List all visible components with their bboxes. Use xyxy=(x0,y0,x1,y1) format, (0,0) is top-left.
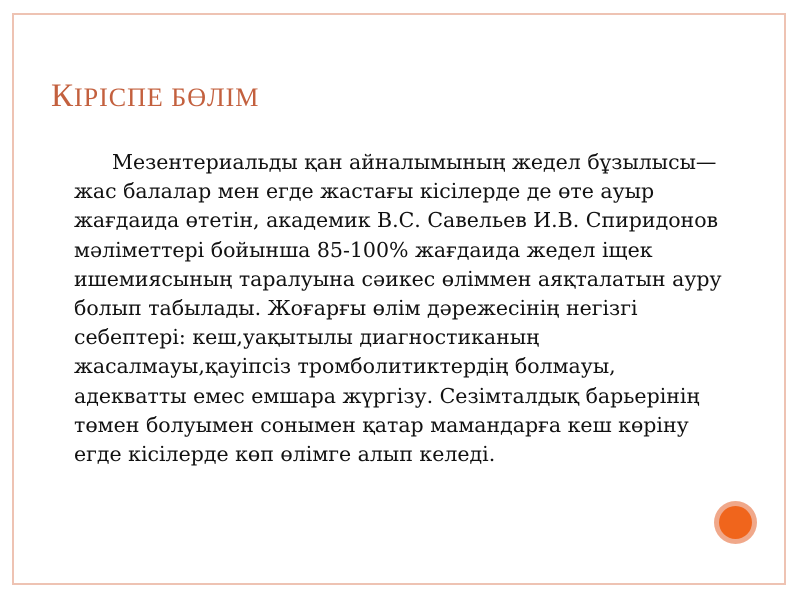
decorative-circle-icon xyxy=(719,506,752,539)
slide-title-rest: ІРІСПЕ БӨЛІМ xyxy=(74,83,260,112)
slide-body-text: Мезентериальды қан айналымының жедел бұзылысы— жас балалар мен егде жастағы кісілерде де өте ауыр жағдаида өтетін, академик В.С. Савельев И.В. Спиридонов мәліметтері бойынша 85-100% жағдаида жедел іщек ишемиясының таралуына сәикес өліммен аяқталатын ауру болып табылады. Жоғарғы өлім дәрежесінің негізгі себептері: кеш,уақытылы диагностиканың жасалмауы,қауіпсіз тромболитиктердің болмауы, адекватты емес емшара жүргізу. Сезімталдық барьерінің төмен болуымен сонымен қатар мамандарға кеш көріну егде кісілерде көп өлімге алып келеді. xyxy=(74,150,722,467)
slide-title-initial: К xyxy=(51,78,75,114)
slide-title xyxy=(51,78,259,115)
